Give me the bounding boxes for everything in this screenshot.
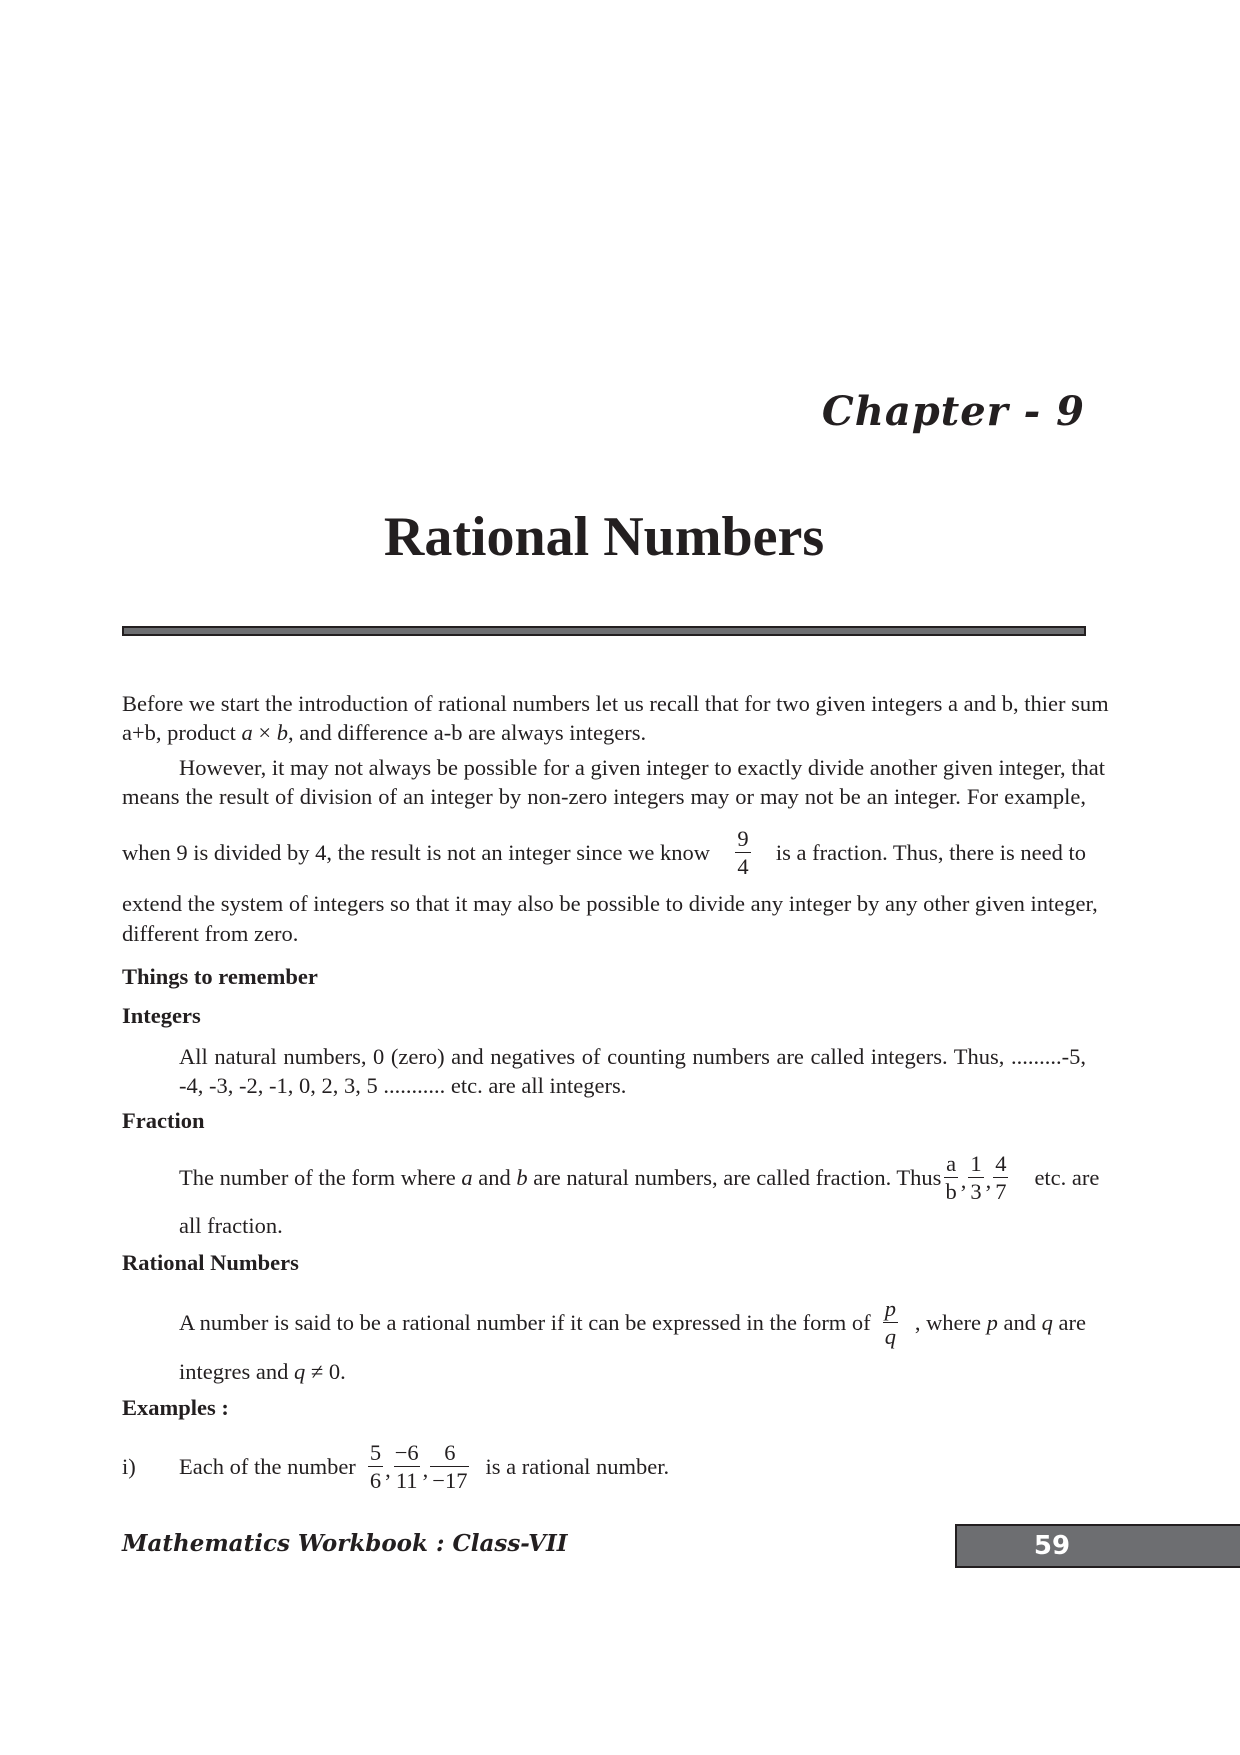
example-label: i)	[122, 1453, 136, 1479]
example-text: Each of the number	[179, 1453, 356, 1479]
fraction-denominator: 4	[737, 853, 749, 879]
fraction-9-over-4	[735, 825, 750, 880]
chapter-label: Chapter - 9	[821, 388, 1085, 435]
rational-line2: integres and q ≠ 0.	[179, 1359, 346, 1384]
page-title: Rational Numbers	[383, 506, 825, 568]
fraction-neg6-over-11: $\frac{-6}{11}$	[394, 1439, 419, 1493]
intro-p1-line2	[122, 718, 646, 747]
fraction-a-over-b: $\frac{a}{b}$	[945, 1150, 957, 1204]
rational-heading: Rational Numbers	[122, 1250, 299, 1275]
fraction-examples	[941, 1150, 1099, 1205]
page-number: 59	[1033, 1531, 1071, 1561]
comma: ,	[422, 1456, 429, 1482]
examples-heading: Examples :	[122, 1395, 229, 1420]
intro-p2-line3	[122, 824, 1086, 880]
fraction-line1	[179, 1148, 1100, 1206]
intro-p2-line4: extend the system of integers so that it may also be possible to divide any integer by any other given integer,	[122, 891, 1098, 916]
var-p: p	[986, 1309, 998, 1335]
intro-text: , and difference a-b are always integers.	[287, 720, 647, 745]
example-item-1	[122, 1437, 669, 1495]
comma: ,	[985, 1167, 992, 1193]
fraction-6-over-neg17: $\frac{6}{-17}$	[432, 1439, 468, 1493]
intro-p2-line2: means the result of division of an integer by non-zero integers may or may not be an integer. For example,	[122, 784, 1086, 809]
integers-heading: Integers	[122, 1003, 201, 1028]
fraction-p-over-q	[883, 1295, 898, 1350]
var-a: a	[241, 720, 253, 745]
rational-text: A number is said to be a rational number if it can be expressed in the form of	[179, 1309, 871, 1335]
fraction-4-over-7: $\frac{4}{7}$	[995, 1150, 1007, 1204]
integers-line1: All natural numbers, 0 (zero) and negatives of counting numbers are called integers. Thus, .........-5,	[179, 1044, 1086, 1069]
example-text: is a rational number.	[485, 1453, 670, 1479]
fraction-heading: Fraction	[122, 1108, 205, 1133]
comma: ,	[960, 1167, 967, 1193]
fraction-text: The number of the form where a and b are natural numbers, are called fraction. Thus	[179, 1164, 942, 1190]
times-sign: ×	[252, 720, 277, 745]
book-title-footer: Mathematics Workbook : Class-VII	[122, 1530, 568, 1557]
var-b: b	[276, 720, 288, 745]
intro-text: when 9 is divided by 4, the result is not an integer since we know	[122, 839, 711, 865]
fraction-line2: all fraction.	[179, 1213, 283, 1238]
fraction-denominator: q	[884, 1323, 896, 1349]
var-q: q	[1041, 1309, 1053, 1335]
intro-p1-line1: Before we start the introduction of rational numbers let us recall that for two given integers a and b, thier sum	[122, 691, 1109, 716]
rational-text: , where p and q are	[914, 1309, 1086, 1335]
intro-text: is a fraction. Thus, there is need to	[775, 839, 1086, 865]
intro-text: a+b, product	[122, 720, 242, 745]
var-q: q	[293, 1359, 306, 1384]
var-a: a	[461, 1164, 473, 1190]
rational-line1	[179, 1293, 1086, 1351]
fraction-numerator: 9	[737, 825, 749, 851]
things-heading: Things to remember	[122, 964, 318, 989]
fraction-1-over-3: $\frac{1}{3}$	[970, 1150, 982, 1204]
fraction-5-over-6: $\frac{5}{6}$	[369, 1439, 382, 1493]
example-fractions	[366, 1439, 472, 1494]
integers-line2: -4, -3, -2, -1, 0, 2, 3, 5 ........... etc. are all integers.	[179, 1073, 627, 1098]
title-divider	[122, 626, 1086, 636]
fraction-text: etc. are	[1034, 1164, 1100, 1190]
var-b: b	[516, 1164, 528, 1190]
fraction-numerator: p	[884, 1295, 896, 1321]
intro-p2-line5: different from zero.	[122, 921, 299, 946]
intro-p2-line1: However, it may not always be possible for a given integer to exactly divide another given integer, that	[179, 755, 1106, 780]
comma: ,	[385, 1456, 391, 1482]
page-number-box	[955, 1524, 1240, 1568]
